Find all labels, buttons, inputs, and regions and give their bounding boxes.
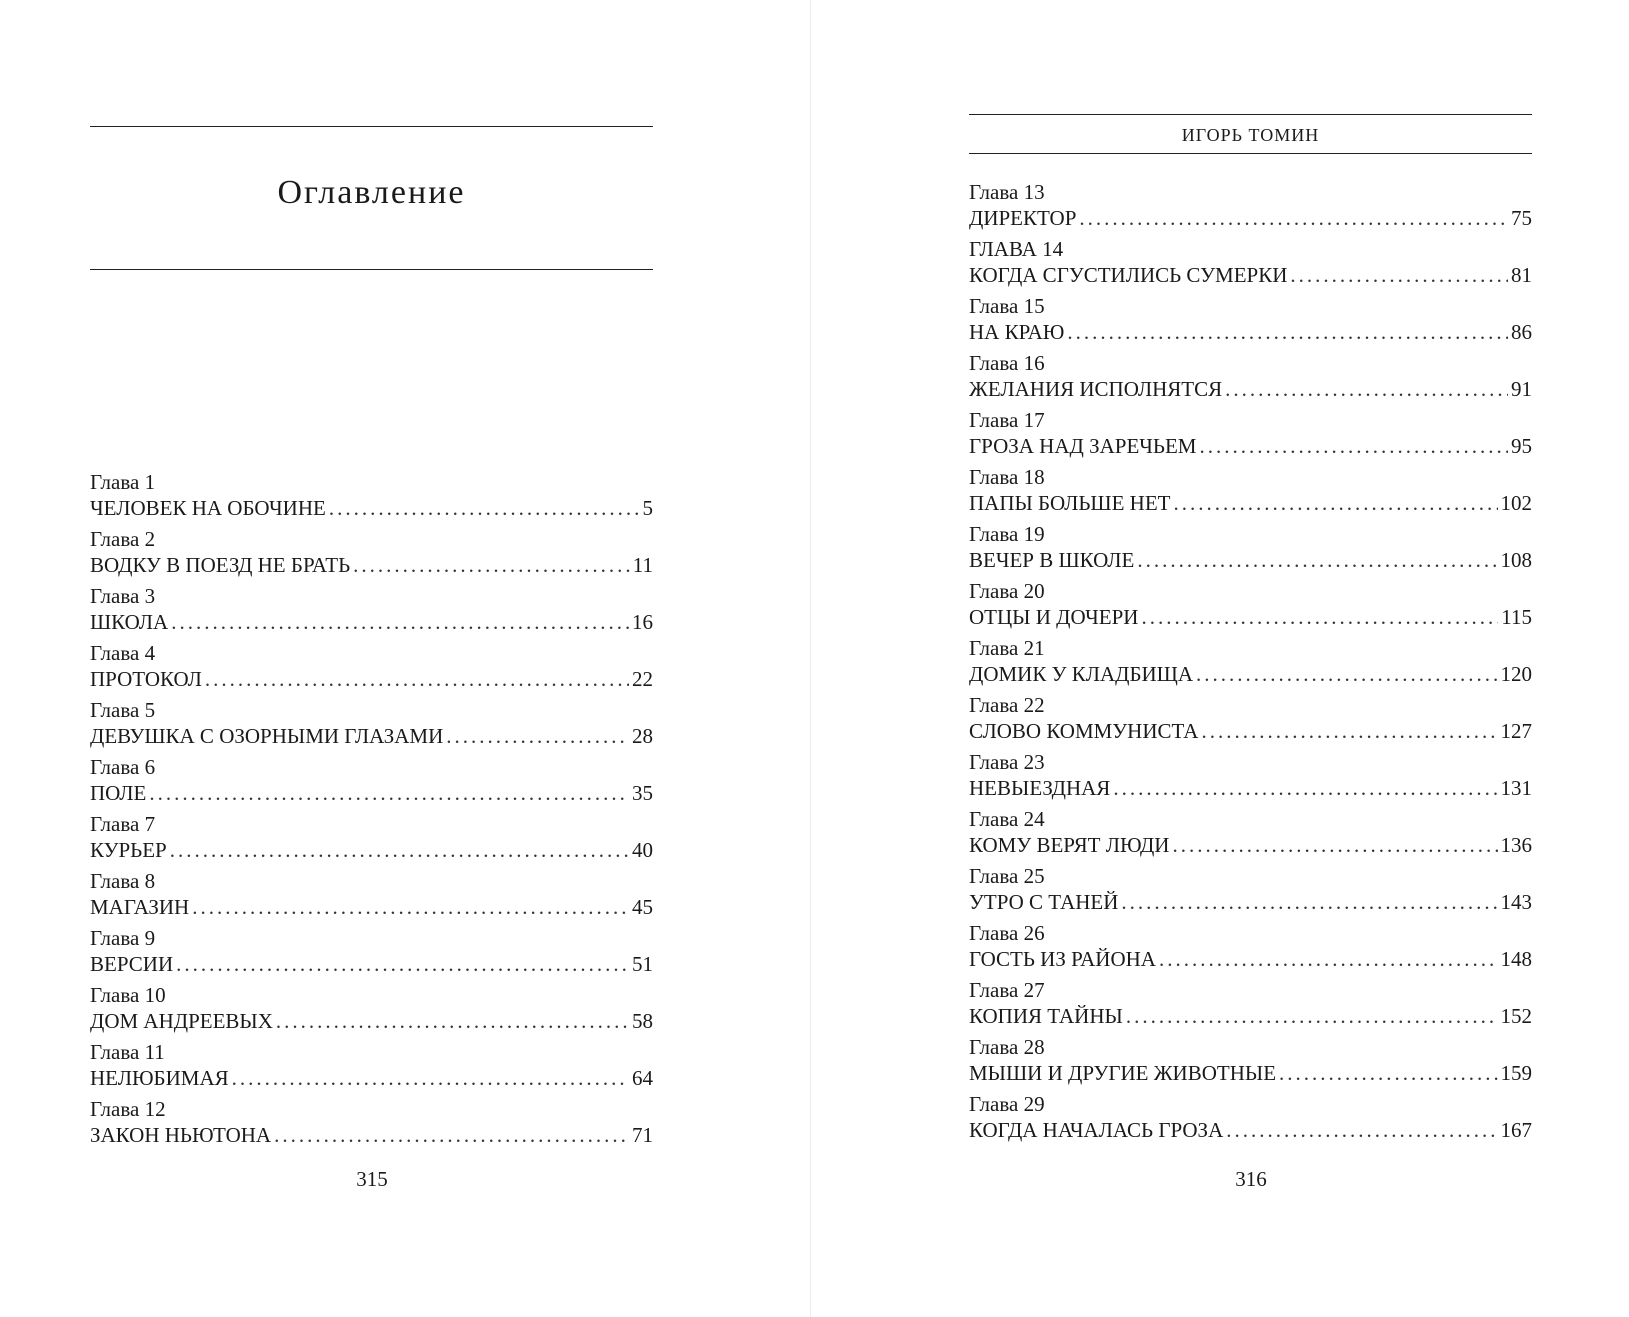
chapter-title-line xyxy=(969,547,1532,573)
chapter-title-line xyxy=(90,837,653,863)
chapter-label: Глава 19 xyxy=(969,522,1045,546)
page-number-right: 316 xyxy=(1235,1167,1267,1191)
chapter-title: ВЕРСИИ xyxy=(90,952,174,976)
chapter-label: Глава 2 xyxy=(90,527,156,551)
chapter-label: Глава 12 xyxy=(90,1097,166,1121)
chapter-title: ПАПЫ БОЛЬШЕ НЕТ xyxy=(969,491,1171,515)
dot-leader xyxy=(1121,889,1497,915)
chapter-label: Глава 7 xyxy=(90,812,156,836)
dot-leader xyxy=(1126,1003,1498,1029)
chapter-label: Глава 20 xyxy=(969,579,1045,603)
heading-top-rule xyxy=(90,126,653,127)
chapter-title: КОГДА НАЧАЛАСЬ ГРОЗА xyxy=(969,1118,1224,1142)
toc-entry[interactable] xyxy=(969,579,1532,636)
chapter-page-number: 28 xyxy=(632,724,653,748)
chapter-page-number: 58 xyxy=(632,1009,653,1033)
toc-heading: Оглавление xyxy=(277,174,466,211)
chapter-page-number: 136 xyxy=(1500,833,1532,857)
chapter-page-number: 71 xyxy=(632,1123,653,1147)
dot-leader xyxy=(1226,1117,1497,1143)
chapter-page-number: 120 xyxy=(1500,662,1532,686)
chapter-title-line xyxy=(969,946,1532,972)
toc-entry[interactable] xyxy=(90,755,653,812)
chapter-title: ДИРЕКТОР xyxy=(969,206,1077,230)
chapter-title-line xyxy=(90,780,653,806)
toc-entry[interactable] xyxy=(90,1097,653,1154)
toc-entry[interactable] xyxy=(90,812,653,869)
page-number-left: 315 xyxy=(356,1167,388,1191)
toc-entry[interactable] xyxy=(969,807,1532,864)
chapter-page-number: 40 xyxy=(632,838,653,862)
header-bottom-rule xyxy=(969,153,1532,154)
chapter-label: Глава 1 xyxy=(90,470,156,494)
dot-leader xyxy=(276,1008,629,1034)
chapter-page-number: 35 xyxy=(632,781,653,805)
chapter-label: Глава 10 xyxy=(90,983,166,1007)
chapter-title-line xyxy=(90,1122,653,1148)
chapter-page-number: 81 xyxy=(1511,263,1532,287)
chapter-page-number: 64 xyxy=(632,1066,653,1090)
chapter-title-line xyxy=(969,1117,1532,1143)
chapter-page-number: 95 xyxy=(1511,434,1532,458)
chapter-title-line xyxy=(969,376,1532,402)
chapter-title: НЕВЫЕЗДНАЯ xyxy=(969,776,1111,800)
dot-leader xyxy=(1067,319,1508,345)
chapter-title-line xyxy=(90,1065,653,1091)
chapter-title-line xyxy=(90,609,653,635)
chapter-title: МАГАЗИН xyxy=(90,895,190,919)
chapter-page-number: 115 xyxy=(1501,605,1532,629)
chapter-title-line xyxy=(90,894,653,920)
chapter-title: МЫШИ И ДРУГИЕ ЖИВОТНЫЕ xyxy=(969,1061,1277,1085)
chapter-label: Глава 9 xyxy=(90,926,156,950)
chapter-title-line xyxy=(90,951,653,977)
chapter-title-line xyxy=(969,262,1532,288)
chapter-label: Глава 5 xyxy=(90,698,156,722)
chapter-label: Глава 27 xyxy=(969,978,1045,1002)
toc-entry[interactable] xyxy=(969,921,1532,978)
chapter-title: ЧЕЛОВЕК НА ОБОЧИНЕ xyxy=(90,496,326,520)
dot-leader xyxy=(149,780,629,806)
chapter-title-line xyxy=(969,319,1532,345)
toc-entry[interactable] xyxy=(90,698,653,755)
chapter-title: ПРОТОКОЛ xyxy=(90,667,202,691)
chapter-label: Глава 15 xyxy=(969,294,1045,318)
toc-entry[interactable] xyxy=(969,864,1532,921)
chapter-title: КОГДА СГУСТИЛИСЬ СУМЕРКИ xyxy=(969,263,1288,287)
chapter-page-number: 148 xyxy=(1500,947,1532,971)
toc-list-left xyxy=(90,470,653,1154)
toc-entry[interactable] xyxy=(969,351,1532,408)
chapter-page-number: 159 xyxy=(1500,1061,1532,1085)
chapter-page-number: 108 xyxy=(1500,548,1532,572)
dot-leader xyxy=(1172,832,1497,858)
chapter-page-number: 16 xyxy=(632,610,653,634)
chapter-title-line xyxy=(969,205,1532,231)
chapter-page-number: 152 xyxy=(1500,1004,1532,1028)
toc-entry[interactable] xyxy=(969,408,1532,465)
dot-leader xyxy=(176,951,629,977)
chapter-title: ЖЕЛАНИЯ ИСПОЛНЯТСЯ xyxy=(969,377,1223,401)
dot-leader xyxy=(1141,604,1498,630)
dot-leader xyxy=(1199,433,1508,459)
chapter-title: КОМУ ВЕРЯТ ЛЮДИ xyxy=(969,833,1170,857)
chapter-title: КУРЬЕР xyxy=(90,838,167,862)
chapter-page-number: 45 xyxy=(632,895,653,919)
chapter-page-number: 143 xyxy=(1500,890,1532,914)
dot-leader xyxy=(1113,775,1497,801)
chapter-title: ДОМ АНДРЕЕВЫХ xyxy=(90,1009,273,1033)
chapter-title: ГРОЗА НАД ЗАРЕЧЬЕМ xyxy=(969,434,1197,458)
chapter-title-line xyxy=(969,433,1532,459)
toc-entry[interactable] xyxy=(90,926,653,983)
toc-entry[interactable] xyxy=(969,636,1532,693)
heading-bottom-rule xyxy=(90,269,653,270)
toc-entry[interactable] xyxy=(90,1040,653,1097)
chapter-title-line xyxy=(90,1008,653,1034)
chapter-label: Глава 3 xyxy=(90,584,156,608)
toc-entry[interactable] xyxy=(90,983,653,1040)
toc-entry[interactable] xyxy=(969,180,1532,237)
dot-leader xyxy=(274,1122,629,1148)
chapter-page-number: 91 xyxy=(1511,377,1532,401)
dot-leader xyxy=(1201,718,1497,744)
chapter-title: ДЕВУШКА С ОЗОРНЫМИ ГЛАЗАМИ xyxy=(90,724,444,748)
toc-entry[interactable] xyxy=(969,693,1532,750)
chapter-label: Глава 18 xyxy=(969,465,1045,489)
chapter-title-line xyxy=(90,495,653,521)
chapter-title: ОТЦЫ И ДОЧЕРИ xyxy=(969,605,1139,629)
chapter-label: Глава 29 xyxy=(969,1092,1045,1116)
chapter-title-line xyxy=(969,604,1532,630)
dot-leader xyxy=(205,666,629,692)
chapter-page-number: 131 xyxy=(1500,776,1532,800)
toc-entry[interactable] xyxy=(90,470,653,527)
chapter-title: ВЕЧЕР В ШКОЛЕ xyxy=(969,548,1135,572)
chapter-title: ПОЛЕ xyxy=(90,781,147,805)
right-page xyxy=(811,0,1629,1317)
toc-entry[interactable] xyxy=(969,237,1532,294)
chapter-title-line xyxy=(969,490,1532,516)
chapter-title-line xyxy=(969,775,1532,801)
dot-leader xyxy=(1225,376,1508,402)
chapter-label: Глава 6 xyxy=(90,755,156,779)
chapter-label: Глава 17 xyxy=(969,408,1045,432)
running-head-author: ИГОРЬ ТОМИН xyxy=(1181,125,1320,145)
chapter-title-line xyxy=(90,666,653,692)
chapter-page-number: 102 xyxy=(1500,491,1532,515)
toc-entry[interactable] xyxy=(90,584,653,641)
chapter-label: Глава 23 xyxy=(969,750,1045,774)
dot-leader xyxy=(329,495,640,521)
toc-entry[interactable] xyxy=(90,869,653,926)
chapter-label: ГЛАВА 14 xyxy=(969,237,1064,261)
chapter-label: Глава 4 xyxy=(90,641,156,665)
chapter-label: Глава 21 xyxy=(969,636,1045,660)
header-top-rule xyxy=(969,114,1532,115)
dot-leader xyxy=(446,723,629,749)
toc-list-right xyxy=(969,180,1532,1149)
chapter-page-number: 127 xyxy=(1500,719,1532,743)
dot-leader xyxy=(1173,490,1497,516)
chapter-page-number: 167 xyxy=(1500,1118,1532,1142)
dot-leader xyxy=(170,837,629,863)
chapter-title: ГОСТЬ ИЗ РАЙОНА xyxy=(969,947,1156,971)
chapter-page-number: 5 xyxy=(642,496,653,520)
dot-leader xyxy=(353,552,630,578)
chapter-title: ШКОЛА xyxy=(90,610,169,634)
chapter-page-number: 86 xyxy=(1511,320,1532,344)
toc-entry[interactable] xyxy=(969,1035,1532,1092)
chapter-label: Глава 28 xyxy=(969,1035,1045,1059)
chapter-label: Глава 13 xyxy=(969,180,1045,204)
chapter-label: Глава 11 xyxy=(90,1040,165,1064)
dot-leader xyxy=(232,1065,629,1091)
chapter-title: НЕЛЮБИМАЯ xyxy=(90,1066,229,1090)
chapter-page-number: 51 xyxy=(632,952,653,976)
dot-leader xyxy=(1196,661,1497,687)
chapter-title-line xyxy=(969,718,1532,744)
chapter-label: Глава 24 xyxy=(969,807,1045,831)
chapter-label: Глава 25 xyxy=(969,864,1045,888)
chapter-label: Глава 8 xyxy=(90,869,156,893)
chapter-title: НА КРАЮ xyxy=(969,320,1065,344)
dot-leader xyxy=(1290,262,1508,288)
dot-leader xyxy=(171,609,629,635)
chapter-title-line xyxy=(90,723,653,749)
toc-entry[interactable] xyxy=(969,294,1532,351)
chapter-title-line xyxy=(969,889,1532,915)
dot-leader xyxy=(192,894,629,920)
dot-leader xyxy=(1079,205,1508,231)
chapter-title-line xyxy=(969,1060,1532,1086)
chapter-page-number: 22 xyxy=(632,667,653,691)
chapter-title: КОПИЯ ТАЙНЫ xyxy=(969,1004,1123,1028)
toc-entry[interactable] xyxy=(90,641,653,698)
dot-leader xyxy=(1279,1060,1497,1086)
chapter-title-line xyxy=(969,1003,1532,1029)
chapter-title: ВОДКУ В ПОЕЗД НЕ БРАТЬ xyxy=(90,553,351,577)
dot-leader xyxy=(1159,946,1498,972)
toc-entry[interactable] xyxy=(969,522,1532,579)
chapter-title: ЗАКОН НЬЮТОНА xyxy=(90,1123,272,1147)
toc-entry[interactable] xyxy=(969,750,1532,807)
chapter-page-number: 75 xyxy=(1511,206,1532,230)
chapter-title-line xyxy=(969,832,1532,858)
chapter-page-number: 11 xyxy=(632,553,653,577)
toc-entry[interactable] xyxy=(969,465,1532,522)
toc-entry[interactable] xyxy=(969,978,1532,1035)
chapter-label: Глава 16 xyxy=(969,351,1045,375)
chapter-title-line xyxy=(969,661,1532,687)
chapter-title-line xyxy=(90,552,653,578)
left-page xyxy=(0,0,810,1317)
toc-entry[interactable] xyxy=(969,1092,1532,1149)
chapter-label: Глава 26 xyxy=(969,921,1045,945)
toc-entry[interactable] xyxy=(90,527,653,584)
chapter-title: ДОМИК У КЛАДБИЩА xyxy=(969,662,1194,686)
chapter-label: Глава 22 xyxy=(969,693,1045,717)
chapter-title: УТРО С ТАНЕЙ xyxy=(969,890,1119,914)
chapter-title: СЛОВО КОММУНИСТА xyxy=(969,719,1199,743)
dot-leader xyxy=(1137,547,1497,573)
